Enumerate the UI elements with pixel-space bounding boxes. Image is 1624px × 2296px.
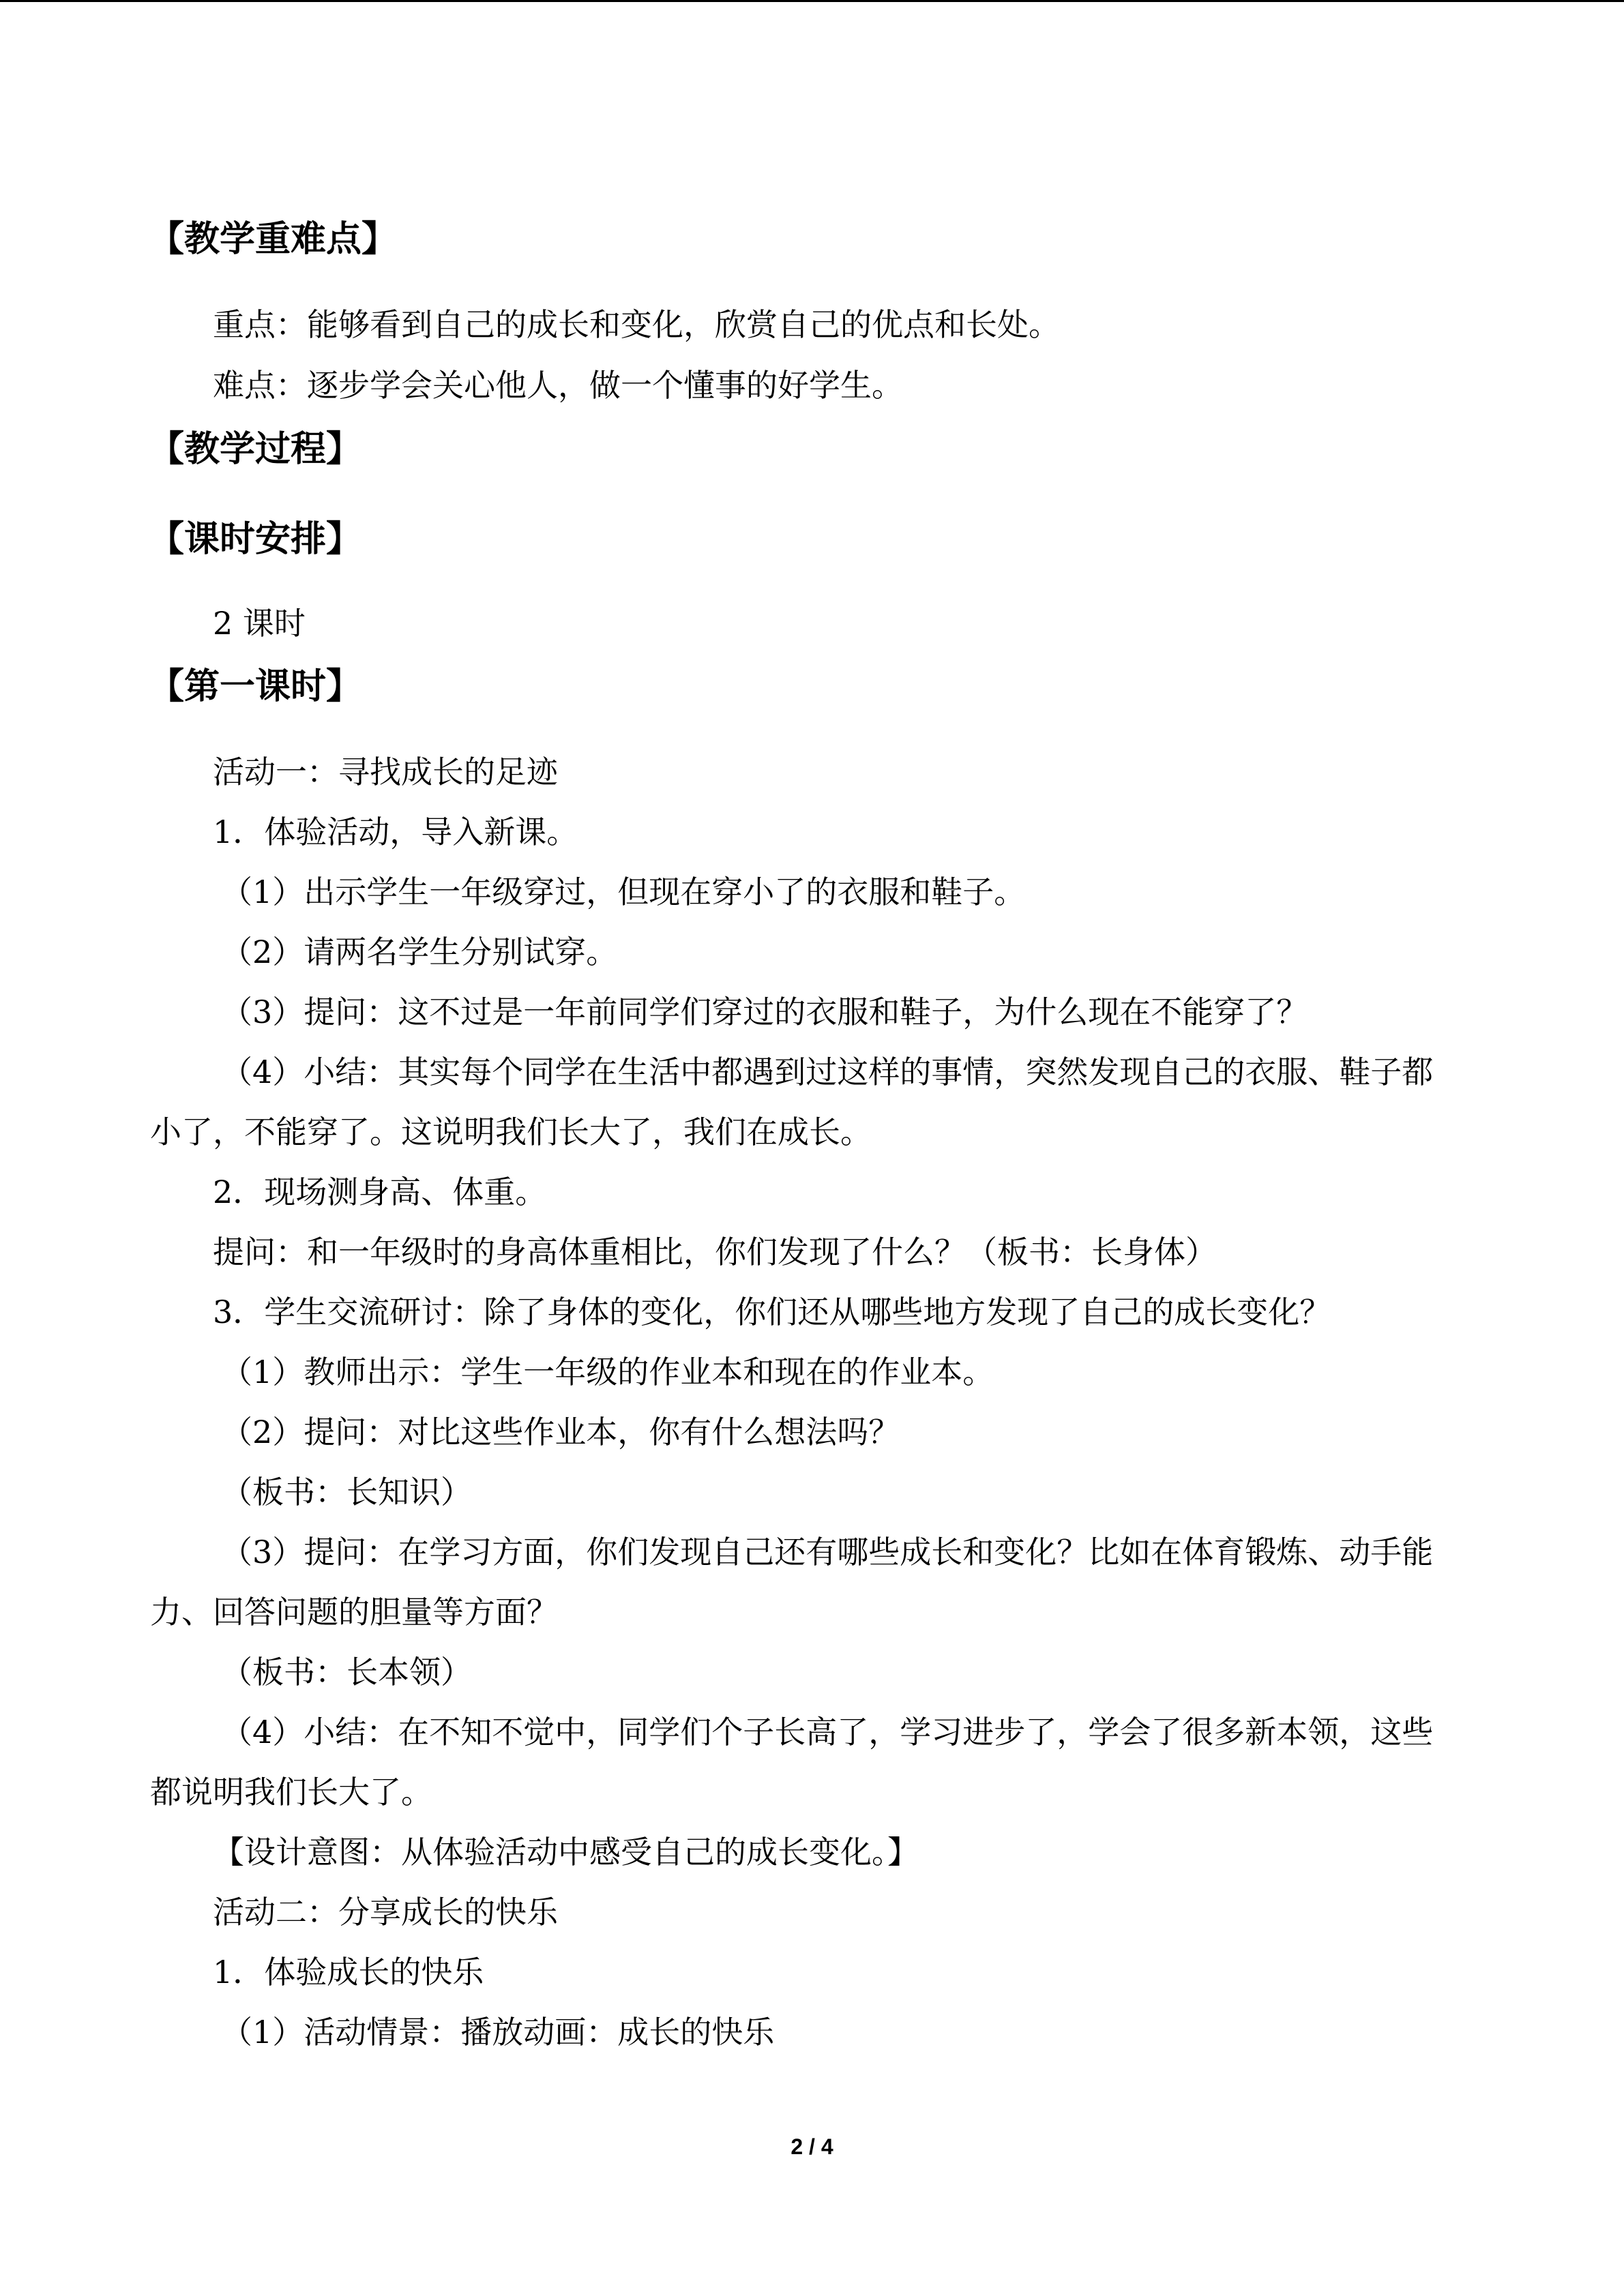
top-border-line — [0, 0, 1624, 2]
body-line: （2）提问：对比这些作业本，你有什么想法吗？ — [221, 1414, 900, 1450]
difficult-point-text: 难点：逐步学会关心他人，做一个懂事的好学生。 — [213, 367, 903, 404]
body-line: （3）提问：在学习方面，你们发现自己还有哪些成长和变化？比如在体育锻炼、动手能 — [221, 1534, 1434, 1570]
body-line: （2）请两名学生分别试穿。 — [221, 934, 618, 970]
design-intent-line: 【设计意图：从体验活动中感受自己的成长变化。】 — [213, 1834, 919, 1870]
body-line: （板书：长本领） — [221, 1654, 472, 1690]
body-line: 2．现场测身高、体重。 — [213, 1174, 547, 1210]
body-line: 1．体验活动，导入新课。 — [213, 814, 578, 850]
key-point-text: 重点：能够看到自己的成长和变化，欣赏自己的优点和长处。 — [213, 306, 1060, 343]
body-line: 力、回答问题的胆量等方面？ — [150, 1594, 558, 1630]
body-line: （1）教师出示：学生一年级的作业本和现在的作业本。 — [221, 1354, 994, 1390]
body-line: 活动一：寻找成长的足迹 — [213, 754, 558, 790]
heading-schedule: 【课时安排】 — [149, 519, 362, 560]
body-line: 3．学生交流研讨：除了身体的变化，你们还从哪些地方发现了自己的成长变化？ — [213, 1294, 1331, 1330]
body-line: 1．体验成长的快乐 — [213, 1954, 484, 1991]
body-line: （1）出示学生一年级穿过，但现在穿小了的衣服和鞋子。 — [221, 874, 1026, 910]
body-line: （3）提问：这不过是一年前同学们穿过的衣服和鞋子，为什么现在不能穿了？ — [221, 994, 1308, 1030]
body-line: （板书：长知识） — [221, 1474, 472, 1510]
body-line: （4）小结：在不知不觉中，同学们个子长高了，学习进步了，学会了很多新本领，这些 — [221, 1714, 1434, 1750]
body-line: 提问：和一年级时的身高体重相比，你们发现了什么？（板书：长身体） — [213, 1234, 1217, 1270]
heading-teaching-process: 【教学过程】 — [149, 429, 362, 470]
schedule-text: 2 课时 — [213, 605, 306, 642]
page-number: 2 / 4 — [791, 2134, 833, 2159]
heading-lesson-1: 【第一课时】 — [149, 666, 362, 707]
heading-key-points: 【教学重难点】 — [149, 219, 398, 260]
body-line: （4）小结：其实每个同学在生活中都遇到过这样的事情，突然发现自己的衣服、鞋子都 — [221, 1054, 1434, 1090]
body-line: 都说明我们长大了。 — [150, 1774, 432, 1810]
body-line: 活动二：分享成长的快乐 — [213, 1894, 558, 1930]
body-line: 小了，不能穿了。这说明我们长大了，我们在成长。 — [150, 1114, 872, 1150]
body-line: （1）活动情景：播放动画：成长的快乐 — [221, 2014, 775, 2051]
